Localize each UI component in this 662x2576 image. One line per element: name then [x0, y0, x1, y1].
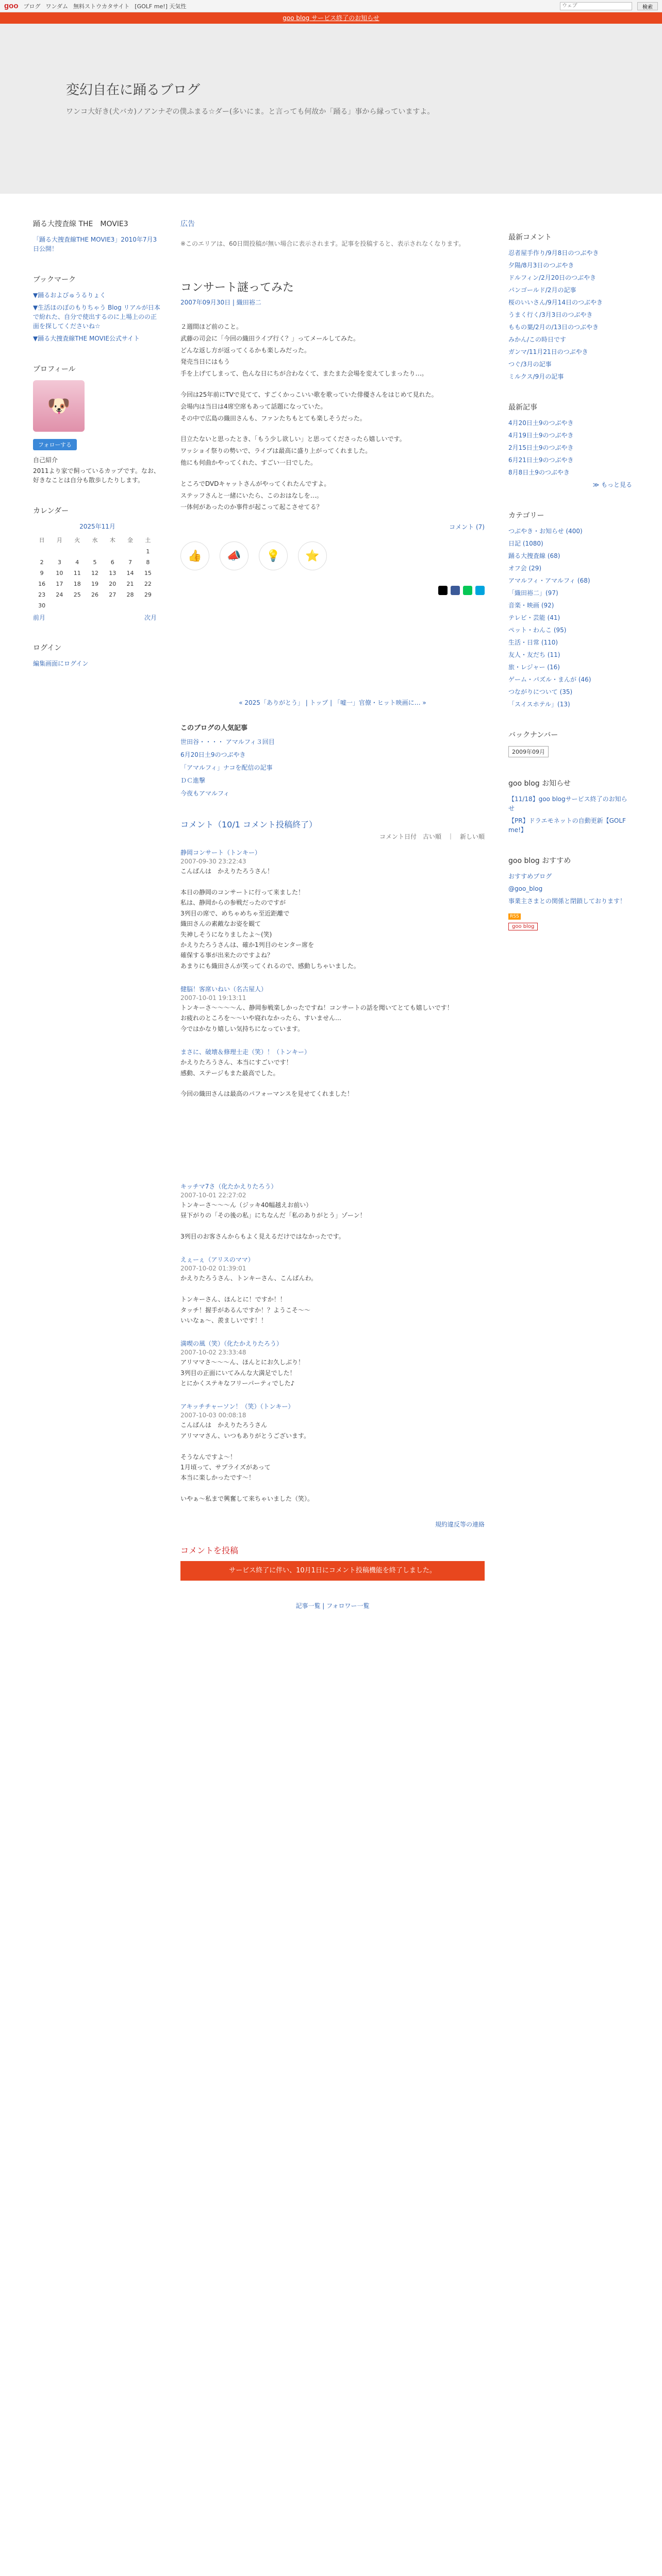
- recent-comment-item[interactable]: ガンマ/11月21日のつぶやき: [508, 348, 588, 355]
- profile-heading: プロフィール: [33, 365, 76, 374]
- category-item[interactable]: テレビ・芸能 (41): [508, 614, 560, 621]
- calendar-day: 25: [73, 591, 81, 598]
- nav-link-golf[interactable]: [GOLF me!] 天気性: [135, 3, 187, 10]
- category-item[interactable]: ペット・わんこ (95): [508, 626, 567, 634]
- bookmark-link[interactable]: ▼踊るおよびゅうるりょく: [33, 292, 106, 299]
- comment: [180, 1402, 485, 1504]
- weekday: 土: [145, 537, 151, 544]
- login-link[interactable]: 編集画面にログイン: [33, 660, 89, 667]
- calendar-day: 20: [109, 581, 117, 587]
- service-end-banner[interactable]: [0, 12, 662, 24]
- calendar-day: 24: [56, 591, 63, 598]
- bookmark-section: [33, 274, 162, 343]
- comment-author[interactable]: まさに、破壊＆修理士走（笑）！（トンキー）: [180, 1048, 311, 1056]
- reaction-like-button[interactable]: 👍: [180, 541, 209, 570]
- follow-button[interactable]: フォローする: [33, 439, 77, 450]
- calendar-day: [139, 600, 157, 611]
- reaction-wow-button[interactable]: ⭐: [298, 541, 327, 570]
- weekday: 金: [127, 537, 134, 544]
- profile-section: [33, 364, 162, 485]
- comment-text: こんばんは かえりたろうさん！ 本日の静岡のコンサートに行って来ました！ 私は、静岡からの参戦だったのですが 3列目の席で、めちゃめちゃ至近距離で 織田さんの素敵なお姿を観て 失神しそうになりましたよ〜(笑) かえりたろうさんは、確か1列目のセンター席を 確保する事が出来たのですよね？ あまりにも織田さんが笑ってくれるので、感動しちゃいました。: [180, 868, 360, 970]
- calendar-day: 8: [146, 559, 150, 566]
- calendar-day: 30: [38, 602, 46, 609]
- backnumber-section: [508, 730, 632, 757]
- category-item[interactable]: 友人・友だち (11): [508, 651, 560, 658]
- calendar-day: 15: [144, 570, 152, 577]
- calendar-day: 19: [91, 581, 98, 587]
- comment-text: トンキーさ〜〜〜ん（ジッキ40幅越えお前い） 昼下がりの「その後の私」にちなんだ「私のありがとう」ゾーン！ 3列目のお客さんからもよく見えるだけではなかったです。: [180, 1201, 366, 1240]
- calendar-day: 2: [40, 559, 44, 566]
- backnumber-heading: バックナンバー: [508, 731, 558, 739]
- nav-link-blog[interactable]: ブログ: [23, 3, 41, 10]
- calendar-day: 22: [144, 581, 152, 587]
- calendar-week: [33, 589, 157, 600]
- top-navigation-bar: [0, 0, 662, 12]
- recent-comment-item[interactable]: うまく行く/3月3日のつぶやき: [508, 311, 593, 318]
- calendar-day: 16: [38, 581, 46, 587]
- calendar-next-link[interactable]: 次月: [144, 614, 157, 621]
- search-button[interactable]: 検索: [637, 2, 658, 10]
- share-buttons: [180, 586, 485, 595]
- calendar-day: 18: [73, 581, 81, 587]
- x-share-icon[interactable]: [438, 586, 448, 595]
- calendar-day: [104, 546, 121, 557]
- calendar-day: 14: [126, 570, 134, 577]
- movie-link[interactable]: 「踊る大捜査線THE MOVIE3」2010年7月3日公開！: [33, 236, 157, 252]
- recent-entries-heading: 最新記事: [508, 403, 537, 412]
- calendar-day: 1: [146, 548, 150, 555]
- comment-date: 2007-10-02 23:33:48: [180, 1349, 246, 1357]
- entry-paragraph: ２週間ほど前のこと。 武藤の司会に「今回の織田ライブ行く？」ってメールしてみた。 どんな返し方が返ってくるかも楽しみだった。 発売当日にはもう 手を上げてしまって、色んな日にちが合わなくて、またまた会場を変えてしまったり…。: [180, 323, 428, 378]
- comment: [180, 1182, 485, 1242]
- calendar-day: 4: [75, 559, 79, 566]
- profile-name: 自己紹介: [33, 456, 58, 464]
- category-item[interactable]: つぶやき・お知らせ (400): [508, 528, 583, 535]
- hatena-share-icon[interactable]: [475, 586, 485, 595]
- backnumber-select[interactable]: 2009年09月: [508, 746, 549, 757]
- report-link[interactable]: 規約違反等の連絡: [435, 1520, 485, 1528]
- login-heading: ログイン: [33, 644, 62, 652]
- recommend-item[interactable]: おすすめブログ: [508, 873, 552, 880]
- blog-header: [0, 24, 662, 194]
- comment: [180, 985, 485, 1034]
- popular-item[interactable]: 6月20日土9のつぶやき: [180, 751, 246, 759]
- recent-entry-item[interactable]: 2月15日土9のつぶやき: [508, 444, 574, 451]
- calendar-day: 11: [73, 570, 81, 577]
- blog-description: ワンコ大好き(犬バカ)ノアンナぞの僕ふまる☆ダー(多いにま。と言っても何故か「踊る」事から縁っていますよ。: [66, 108, 435, 116]
- comment: [180, 1047, 485, 1099]
- calendar-heading: カレンダー: [33, 507, 69, 515]
- calendar-week: [33, 557, 157, 568]
- movie-section: [33, 218, 162, 253]
- more-entries-link[interactable]: ≫ もっと見る: [592, 481, 632, 488]
- ad-note: ※このエリアは、60日間投稿が無い場合に表示されます。記事を投稿すると、表示されなくなります。: [180, 240, 465, 247]
- comment-author[interactable]: キッチマ7さ（化たかえりたろう）: [180, 1182, 277, 1190]
- recent-entries-section: [508, 402, 632, 489]
- login-section: [33, 642, 162, 668]
- calendar-day: 10: [56, 570, 63, 577]
- calendar-nav: [33, 613, 157, 622]
- entry-paragraph: ところでDVDキャットさんがやってくれたんですよ。 ステッフさんと一緒にいたら、このおはなしを…。 一体何があったのか事件が起こって起こさせてる？: [180, 480, 330, 511]
- comment-text: かえりたろうさん、本当にすごいです！ 感動、ステージもまた最高でした。 今回の織田さんは最高のパフォーマンスを見せてくれました！: [180, 1059, 354, 1098]
- calendar-day: 7: [128, 559, 133, 566]
- category-item[interactable]: 「織田裕二」(97): [508, 589, 558, 597]
- comments-heading: コメント（10/1 コメント投稿終了）: [180, 820, 318, 830]
- calendar-section: [33, 505, 162, 622]
- recent-entry-item[interactable]: 6月21日土9のつぶやき: [508, 456, 574, 464]
- calendar-day: [51, 546, 68, 557]
- calendar-weekday-row: [33, 534, 157, 546]
- weekday: 月: [56, 537, 62, 544]
- popular-item[interactable]: 「アマルフィ」ナコを配信の記事: [180, 764, 273, 772]
- calendar-day: 27: [109, 591, 117, 598]
- calendar-week: [33, 579, 157, 589]
- entry-date[interactable]: 2007年09月30日 | 織田裕二: [180, 299, 261, 306]
- category-item[interactable]: 生活・日常 (110): [508, 639, 558, 646]
- goo-blog-badge[interactable]: goo blog: [508, 923, 538, 930]
- comment-author[interactable]: 健脳！客席いねい（名古屋人）: [180, 986, 268, 993]
- nav-link-wandam[interactable]: ワンダム: [45, 3, 69, 10]
- comment-text: かえりたろうさん、トンキーさん、こんばんわ。 トンキーさん、ほんとに！ですか！！ タッチ！握手があるんですか！？ようこそ〜〜 いいなぁ〜、羨ましいです！！: [180, 1275, 317, 1324]
- recommend-section: [508, 855, 632, 929]
- comment-text: こんばんは かえりたろうさん アリママさん、いつもありがとうございます。 そうなんですよ〜！ 1月頃って、サプライズがあって 本当に楽しかったです〜！ いやぁ〜私まで興奮して来ちゃいました（笑）。: [180, 1421, 314, 1503]
- recent-comment-item[interactable]: ミルクス/9月の記事: [508, 373, 564, 380]
- recommend-item[interactable]: @goo_blog: [508, 885, 543, 892]
- category-heading: カテゴリー: [508, 512, 544, 520]
- recent-comment-item[interactable]: ドルフィン/2月20日のつぶやき: [508, 274, 596, 281]
- calendar-day: 6: [110, 559, 114, 566]
- notice-item[interactable]: 【11/18】goo blogサービス終了のお知らせ: [508, 795, 627, 812]
- recent-comment-item[interactable]: 桜のいいさん/9月14日のつぶやき: [508, 299, 603, 306]
- notice-section: [508, 778, 632, 835]
- reaction-indeed-button[interactable]: 💡: [259, 541, 288, 570]
- calendar-day: [51, 600, 68, 611]
- calendar-day: 9: [40, 570, 44, 577]
- recent-comment-item[interactable]: 忍者屋手作り/9月8日のつぶやき: [508, 249, 599, 257]
- calendar-day: [33, 546, 51, 557]
- banner-text[interactable]: goo blog サービス終了のお知らせ: [283, 14, 379, 22]
- entry-body: [180, 321, 485, 513]
- right-sidebar: [508, 232, 632, 950]
- prev-next-nav[interactable]: « 2025「ありがとう」 | トップ | 「嘘一」官僚・ヒット映画に… »: [239, 699, 426, 707]
- calendar-day: 28: [126, 591, 134, 598]
- profile-dog-image: 🐶: [33, 380, 85, 432]
- category-item[interactable]: 「スイスホテル」(13): [508, 701, 570, 708]
- facebook-share-icon[interactable]: [451, 586, 460, 595]
- recommend-heading: goo blog おすすめ: [508, 857, 571, 865]
- goo-logo[interactable]: goo: [4, 2, 19, 10]
- calendar-day: 26: [91, 591, 98, 598]
- calendar-prev-link[interactable]: 前月: [33, 614, 46, 621]
- recommend-note: 事業主さまとの関係と閉鎖しております！: [508, 897, 626, 905]
- popular-heading: このブログの人気記事: [180, 724, 248, 733]
- comment-date: 2007-09-30 23:22:43: [180, 858, 246, 866]
- goo-blog-badge-row: [508, 922, 632, 929]
- profile-text: 2011より家で飼っているカップです。なお、好きなことは自分も散歩したりします。: [33, 467, 160, 484]
- comment: [180, 848, 485, 971]
- comment-closed-notice: サービス終了に伴い、10月1日にコメント投稿機能を終了しました。: [180, 1561, 485, 1581]
- calendar-day: [104, 600, 121, 611]
- popular-item[interactable]: 今夜もアマルフィ: [180, 790, 230, 798]
- category-item[interactable]: つながりについて (35): [508, 688, 573, 696]
- recent-comment-item[interactable]: つぐ/3月の記事: [508, 361, 552, 368]
- category-item[interactable]: アマルフィ・アマルフィ (68): [508, 577, 590, 584]
- entry-list-link[interactable]: 記事一覧 | フォロワー一覧: [295, 1602, 370, 1609]
- recent-entry-item[interactable]: 8月8日土9のつぶやき: [508, 469, 570, 476]
- category-item[interactable]: オフ会 (29): [508, 565, 542, 572]
- popular-entries: [180, 722, 485, 798]
- entry-paragraph: 今回は25年前にTVで見てて、すごくかっこいい歌を歌っていた俳優さんをはじめて見れた。 会場内は当日は4席空席もあって話題になっていた。 その中で広島の織田さんも、ファンたちもとても楽しそうだった。: [180, 391, 438, 422]
- popular-item[interactable]: 世田谷・・・・ アマルフィ３回目: [180, 738, 275, 746]
- weekday: 木: [109, 537, 115, 544]
- reaction-buttons: [180, 541, 485, 570]
- calendar-title: 2025年11月: [79, 523, 115, 530]
- category-item[interactable]: 踊る大捜査線 (68): [508, 552, 560, 560]
- calendar-day: [86, 600, 104, 611]
- weekday: 水: [92, 537, 98, 544]
- ad-label: 広告: [180, 220, 195, 228]
- recent-comment-item[interactable]: みかん/この時日です: [508, 336, 567, 343]
- calendar-day: 21: [126, 581, 134, 587]
- calendar-week: [33, 546, 157, 557]
- calendar-day: 29: [144, 591, 152, 598]
- comment-date: 2007-10-01 22:27:02: [180, 1191, 246, 1199]
- weekday: 日: [39, 537, 45, 544]
- comment-author[interactable]: 静岡コンサート（トンキー）: [180, 849, 261, 857]
- blog-title[interactable]: 変幻自在に踊るブログ: [66, 82, 201, 98]
- entry-title[interactable]: コンサート謎ってみた: [180, 281, 294, 294]
- category-item[interactable]: ゲーム・パズル・まんが (46): [508, 676, 591, 683]
- left-sidebar: [33, 218, 162, 689]
- recent-comment-item[interactable]: パンゴールド/2月の記事: [508, 286, 576, 294]
- movie-heading: 踊る大捜査線 THE MOVIE3: [33, 220, 128, 228]
- notice-heading: goo blog お知らせ: [508, 779, 571, 788]
- comment-author[interactable]: アキッチチャーソン！（笑）（トンキー）: [180, 1403, 294, 1411]
- calendar-day: [121, 546, 139, 557]
- comment-date: 2007-10-03 00:08:18: [180, 1412, 246, 1419]
- calendar-day: 3: [57, 559, 61, 566]
- bookmark-link[interactable]: ▼生活ほのぼのもりちゃう Blog リアルが日本で紛れた、自分で使出するのに上場上のの正面を探してくださいね☆: [33, 304, 160, 330]
- calendar-day: 5: [93, 559, 97, 566]
- recent-comments-heading: 最新コメント: [508, 233, 552, 242]
- comments-sort[interactable]: コメント日付 古い順 ｜ 新しい順: [379, 833, 485, 841]
- post-comment-heading: コメントを投稿: [180, 1545, 239, 1555]
- calendar-table: [33, 534, 157, 611]
- category-item[interactable]: 旅・レジャー (16): [508, 664, 560, 671]
- recent-entry-item[interactable]: 4月20日土9のつぶやき: [508, 419, 574, 427]
- category-item[interactable]: 日記 (1080): [508, 540, 543, 547]
- main-content: [180, 218, 485, 1610]
- comment-text: アリママさ〜〜〜ん、ほんとにお久しぶり！ 3列目の正面にいてみんな大満足でした！ とにかくステキなフリーパーティでした♪: [180, 1359, 305, 1387]
- recent-comment-item[interactable]: 夕陽/8月3日のつぶやき: [508, 262, 574, 269]
- recent-comment-item[interactable]: ももの葉/2月の/13日のつぶやき: [508, 324, 599, 331]
- bookmark-heading: ブックマーク: [33, 276, 76, 284]
- nav-link-free-site[interactable]: 無料ストウカタサイト: [73, 3, 130, 10]
- calendar-day: 23: [38, 591, 46, 598]
- reaction-cheer-button[interactable]: 📣: [220, 541, 249, 570]
- comment-date: 2007-10-01 19:13:11: [180, 994, 246, 1002]
- bookmark-link[interactable]: ▼踊る大捜査線THE MOVIE公式サイト: [33, 335, 140, 342]
- search-input[interactable]: [560, 2, 632, 10]
- calendar-day: [69, 546, 86, 557]
- calendar-week: [33, 568, 157, 579]
- comment: [180, 1255, 485, 1326]
- calendar-week: [33, 600, 157, 611]
- line-share-icon[interactable]: [463, 586, 472, 595]
- weekday: 火: [74, 537, 80, 544]
- comment-author[interactable]: 満喫の風（笑）（化たかえりたろう）: [180, 1340, 283, 1348]
- rss-icon[interactable]: RSS: [508, 913, 521, 920]
- comment-text: トンキーさ〜〜〜〜ん、静岡参戦楽しかったですね！コンサートの話を聞いてとても嬉しいです！ お疲れのところを〜〜いや寝れなかったら、すいません… 今ではかなり嬉しい気持ちになっています。: [180, 1004, 453, 1032]
- popular-item[interactable]: ＤＣ進撃: [180, 777, 206, 785]
- rss-row: [508, 912, 632, 919]
- calendar-day: 17: [56, 581, 63, 587]
- category-section: [508, 510, 632, 709]
- recent-comments-section: [508, 232, 632, 381]
- entry-paragraph: 目立たないと思ったとき、「もう少し欲しい」と思ってくださったら嬉しいです。 ワッショイ祭りの勢いで、ライブは最高に盛り上がってくれました。 他にも何曲かやってくれた、すごい一日でした。: [180, 435, 406, 466]
- comment: [180, 1339, 485, 1388]
- calendar-day: [86, 546, 104, 557]
- recent-entry-item[interactable]: 4月19日土9のつぶやき: [508, 432, 574, 439]
- comment-count-link[interactable]: コメント (7): [449, 523, 485, 531]
- comment-author[interactable]: えぇーぇ（アリスのママ）: [180, 1256, 254, 1264]
- calendar-day: 12: [91, 570, 98, 577]
- notice-item[interactable]: 【PR】ドラエモネットの自動更新【GOLF me!】: [508, 817, 626, 834]
- calendar-day: 13: [109, 570, 117, 577]
- calendar-day: [69, 600, 86, 611]
- calendar-day: [121, 600, 139, 611]
- comment-date: 2007-10-02 01:39:01: [180, 1265, 246, 1273]
- category-item[interactable]: 音楽・映画 (92): [508, 602, 554, 609]
